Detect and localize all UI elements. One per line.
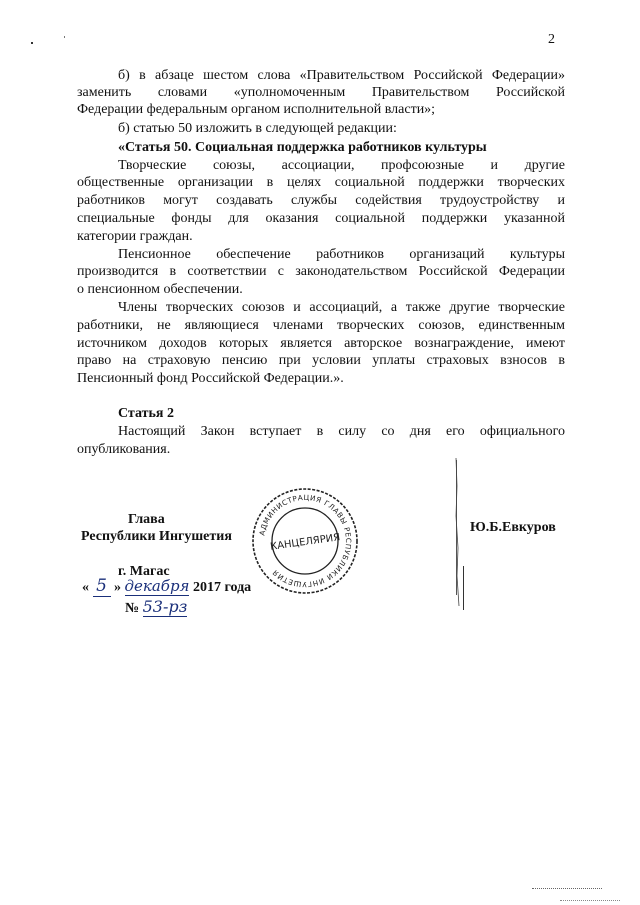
article50-para3-line3: источником доходов которых является авторское вознаграждение, имеют <box>77 336 565 351</box>
article50-para3-line2: работники, не являющиеся членами творческих союзов, единственным <box>77 318 565 333</box>
article50-title: «Статья 50. Социальная поддержка работников культуры <box>118 140 487 155</box>
item-b1-line3: Федерации федеральным органом исполнительной власти»; <box>77 102 436 117</box>
date-open-quote: « <box>82 580 89 595</box>
stamp-graphic <box>250 486 360 596</box>
article50-para1-line4: специальные фонды для оказания социальной поддержки указанной <box>77 211 565 226</box>
scan-speck <box>31 42 33 44</box>
scan-speck <box>64 36 65 38</box>
bottom-trim-mark <box>560 900 620 901</box>
signing-date <box>82 576 251 598</box>
city-label: г. Магас <box>118 564 170 579</box>
signatory-title-line1: Глава <box>128 512 165 527</box>
date-day-handwritten: 5 <box>93 576 111 597</box>
stamp-ring-text: АДМИНИСТРАЦИЯ ГЛАВЫ РЕСПУБЛИКИ ИНГУШЕТИЯ <box>257 492 354 590</box>
stamp-center-text: КАНЦЕЛЯРИЯ <box>269 532 341 553</box>
signatory-title-line2: Республики Ингушетия <box>81 529 232 544</box>
item-b1-line1: б) в абзаце шестом слова «Правительством Российской Федерации» <box>118 68 565 83</box>
item-b2-line: б) статью 50 изложить в следующей редакции: <box>118 121 397 136</box>
article2-heading: Статья 2 <box>118 406 174 421</box>
item-b1-line2: заменить словами «уполномоченным Правительством Российской <box>77 85 565 100</box>
article50-para2-line1: Пенсионное обеспечение работников организаций культуры <box>118 247 565 262</box>
date-year: 2017 года <box>192 580 252 595</box>
article50-para2-line2: производится в соответствии с законодательством Российской Федерации <box>77 264 565 279</box>
article2-text-line2: опубликования. <box>77 442 171 457</box>
article50-para1-line2: общественные организации в целях социальной поддержки творческих <box>77 175 565 190</box>
article50-para1-line5: категории граждан. <box>77 229 193 244</box>
article50-para1-line1: Творческие союзы, ассоциации, профсоюзные и другие <box>118 158 565 173</box>
number-handwritten: 53-рз <box>142 597 188 616</box>
date-month-handwritten: декабря <box>124 577 190 595</box>
date-close-quote: » <box>114 580 121 595</box>
official-stamp <box>250 486 360 596</box>
signature-scribble <box>450 456 466 616</box>
bottom-trim-mark <box>532 888 602 889</box>
page-number: 2 <box>548 32 555 47</box>
article2-text-line1: Настоящий Закон вступает в силу со дня его официального <box>118 424 565 439</box>
law-number <box>125 597 187 621</box>
signatory-name: Ю.Б.Евкуров <box>470 520 556 535</box>
article50-para1-line3: работников могут создавать службы содействия трудоустройству и <box>77 193 565 208</box>
article50-para3-line4: право на страховую пенсию при условии уплаты страховых взносов в <box>77 353 565 368</box>
article50-para3-line1: Члены творческих союзов и ассоциаций, а также другие творческие <box>118 300 565 315</box>
number-sign: № <box>125 601 140 616</box>
article50-para3-line5: Пенсионный фонд Российской Федерации.». <box>77 371 344 386</box>
article50-para2-line3: о пенсионном обеспечении. <box>77 282 243 297</box>
